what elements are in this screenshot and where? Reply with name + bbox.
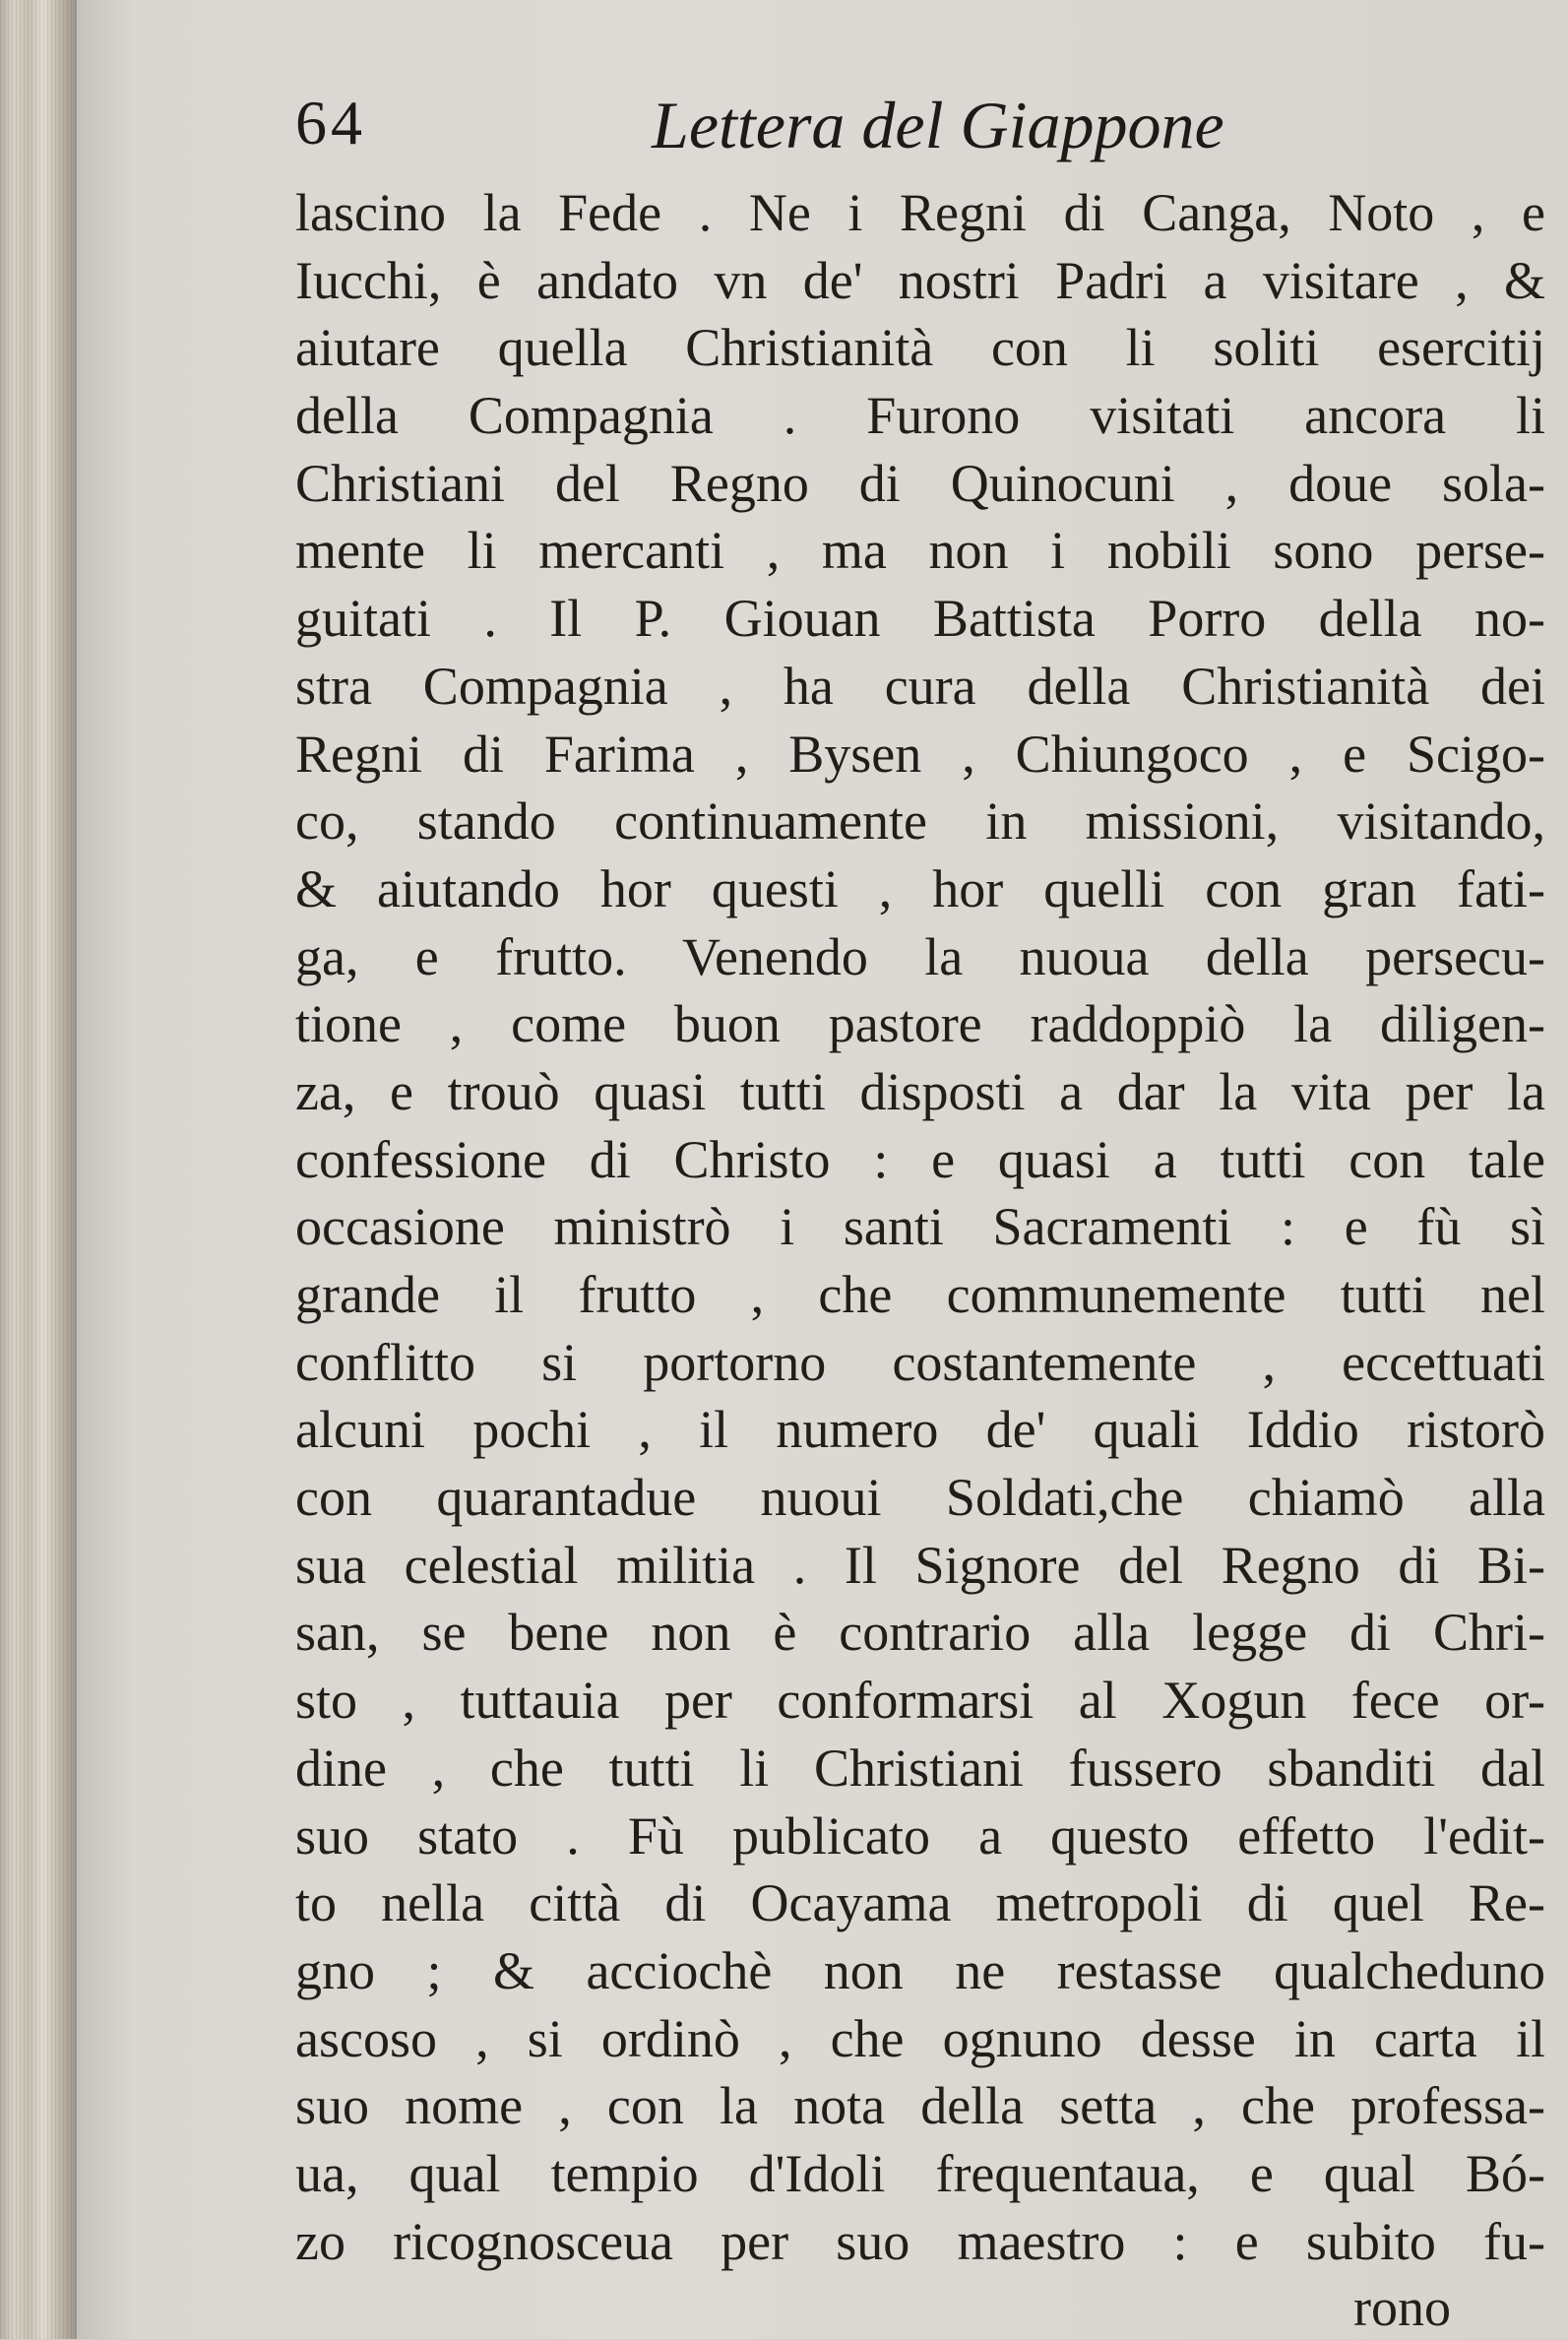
text-line: ascoso , si ordinò , che ognuno desse in carta il <box>295 2008 1545 2068</box>
text-line: guitati . Il P. Giouan Battista Porro della no- <box>295 589 1545 649</box>
text-line: sua celestial militia . Il Signore del Regno di Bi- <box>295 1535 1545 1595</box>
text-line: della Compagnia . Furono visitati ancora li <box>295 386 1545 446</box>
text-line: Regni di Farima , Bysen , Chiungoco , e Scigo- <box>295 724 1545 784</box>
text-line: alcuni pochi , il numero de' quali Iddio ristorò <box>295 1400 1545 1460</box>
text-line: suo nome , con la nota della setta , che professa- <box>295 2076 1545 2136</box>
text-line: ga, e frutto. Venendo la nuoua della persecu- <box>295 926 1545 986</box>
text-line: & aiutando hor questi , hor quelli con gran fati- <box>295 858 1545 918</box>
text-line: aiutare quella Christianità con li soliti esercitij <box>295 318 1545 378</box>
text-line: ua, qual tempio d'Idoli frequentaua, e qual Bó- <box>295 2143 1545 2203</box>
catchword: rono <box>1353 2278 1451 2338</box>
text-line: Iucchi, è andato vn de' nostri Padri a visitare , & <box>295 250 1545 310</box>
text-line: stra Compagnia , ha cura della Christianità dei <box>295 656 1545 716</box>
text-line: tione , come buon pastore raddoppiò la diligen- <box>295 994 1545 1054</box>
text-line: con quarantadue nuoui Soldati,che chiamò alla <box>295 1468 1545 1528</box>
page-header <box>295 87 1280 175</box>
page-edge-texture <box>0 0 77 2339</box>
text-line: suo stato . Fù publicato a questo effetto l'edit- <box>295 1805 1545 1866</box>
text-line: lascino la Fede . Ne i Regni di Canga, Noto , e <box>295 183 1545 242</box>
text-line: sto , tuttauia per conformarsi al Xogun fece or- <box>295 1671 1545 1731</box>
body-text <box>295 179 1545 2340</box>
text-line: to nella città di Ocayama metropoli di quel Re- <box>295 1873 1545 1933</box>
text-line: grande il frutto , che communemente tutti nel <box>295 1265 1545 1324</box>
text-line: conflitto si portorno costantemente , eccettuati <box>295 1332 1545 1392</box>
page-number: 64 <box>295 88 366 158</box>
text-line: confessione di Christo : e quasi a tutti con tale <box>295 1129 1545 1189</box>
text-line: zo ricognosceua per suo maestro : e subito fu- <box>295 2211 1545 2271</box>
running-title: Lettera del Giappone <box>652 88 1224 162</box>
text-line: occasione ministrò i santi Sacramenti : e fù sì <box>295 1197 1545 1257</box>
text-line: gno ; & acciochè non ne restasse qualcheduno <box>295 1940 1545 2000</box>
text-line: mente li mercanti , ma non i nobili sono perse- <box>295 521 1545 581</box>
text-line: san, se bene non è contrario alla legge di Chri- <box>295 1603 1545 1663</box>
text-line: dine , che tutti li Christiani fussero sbanditi dal <box>295 1738 1545 1798</box>
text-line: co, stando continuamente in missioni, visitando, <box>295 791 1545 852</box>
text-line: Christiani del Regno di Quinocuni , doue sola- <box>295 453 1545 513</box>
text-line: za, e trouò quasi tutti disposti a dar la vita per la <box>295 1061 1545 1121</box>
